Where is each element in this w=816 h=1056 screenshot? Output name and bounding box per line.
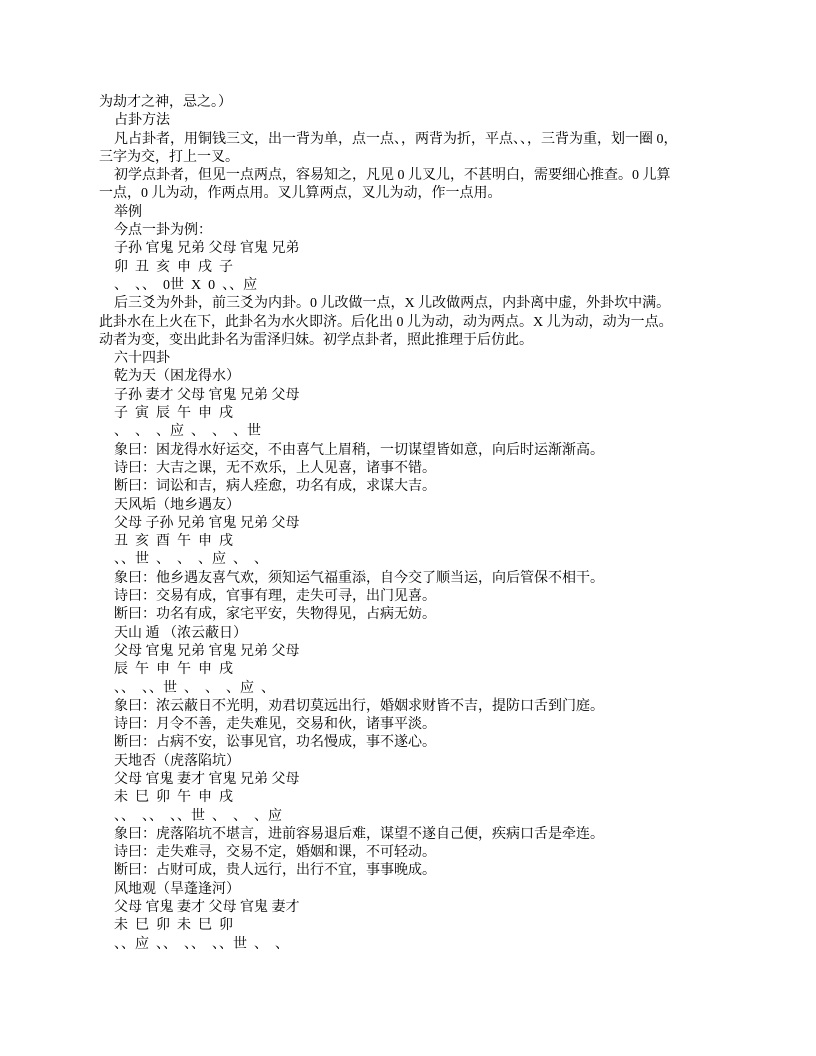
text-line: 动者为变，变出此卦名为雷泽归妹。初学点卦者，照此推理于后仿此。 [99, 332, 533, 348]
text-line: 诗曰：走失难寻，交易不定，婚姻和课，不可轻动。 [114, 845, 436, 861]
text-line: 卯 丑 亥 申 戌 子 [114, 259, 233, 275]
text-line: 父母 子孙 兄弟 官鬼 兄弟 父母 [114, 515, 300, 531]
text-line: 天风垢（地乡遇友） [114, 497, 240, 513]
text-line: 天地否（虎落陷坑） [114, 753, 240, 769]
text-line: 辰 午 申 午 申 戌 [114, 662, 233, 678]
text-line: 、、 、、世 、 、 、应 、 [114, 680, 275, 696]
text-line: 未 巳 卯 午 申 戌 [114, 790, 233, 806]
text-line: 象曰：困龙得水好运交，不由喜气上眉稍，一切谋望皆如意，向后时运渐渐高。 [114, 442, 604, 458]
text-line: 天山 遁 （浓云蔽日） [114, 625, 247, 641]
text-line: 、、 、、 、、世 、 、 、应 [114, 808, 282, 824]
text-line: 断曰：占财可成，贵人远行，出行不宜，事事晚成。 [114, 863, 436, 879]
text-line: 今点一卦为例： [114, 223, 212, 239]
text-line: 断曰：词讼和吉，病人痊愈，功名有成，求谋大吉。 [114, 479, 436, 495]
text-line: 象曰：虎落陷坑不堪言，进前容易退后难，谋望不遂自己便，疾病口舌是牵连。 [114, 826, 604, 842]
text-line: 一点，0 儿为动，作两点用。叉儿算两点，叉儿为动，作一点用。 [99, 186, 502, 202]
text-line: 子 寅 辰 午 申 戌 [114, 406, 233, 422]
text-line: 为劫才之神，忌之。） [99, 95, 232, 110]
text-line: 风地观（旱蓬逢河） [114, 881, 240, 897]
text-line: 丑 亥 酉 午 申 戌 [114, 534, 233, 550]
document-body [99, 94, 719, 954]
text-line: 诗曰：月令不善，走失难见，交易和伙，诸事平淡。 [114, 717, 436, 733]
text-line: 此卦水在上火在下，此卦名为水火即济。后化出 0 儿为动，动为两点。X 儿为动，动为一点。 [99, 314, 673, 330]
text-line: 六十四卦 [114, 351, 170, 367]
text-line: 子孙 官鬼 兄弟 父母 官鬼 兄弟 [114, 241, 300, 257]
text-line: 凡占卦者，用铜钱三文，出一背为单，点一点、，两背为折，平点、、，三背为重，划一圈 0， [114, 131, 678, 147]
text-line: 父母 官鬼 兄弟 官鬼 兄弟 父母 [114, 643, 300, 659]
text-line: 象曰：他乡遇友喜气欢，须知运气福重添，自今交了顺当运，向后管保不相干。 [114, 570, 604, 586]
text-line: 未 巳 卯 未 巳 卯 [114, 918, 233, 934]
text-line: 占卦方法 [114, 113, 170, 129]
text-line: 、 、 、应 、 、 、世 [114, 424, 261, 440]
text-line: 子孙 妻才 父母 官鬼 兄弟 父母 [114, 387, 300, 403]
text-line: 诗曰：交易有成，官事有理，走失可寻，出门见喜。 [114, 589, 436, 605]
text-line: 初学点卦者，但见一点两点，容易知之，凡见 0 儿叉儿，不甚明白，需要细心推查。0 儿算 [114, 168, 671, 184]
text-line: 断曰：功名有成，家宅平安，失物得见，占病无妨。 [114, 607, 436, 623]
text-line: 后三爻为外卦，前三爻为内卦。0 儿改做一点，X 儿改做两点，内卦离中虚，外卦坎中满。 [114, 296, 671, 312]
text-line: 断曰：占病不安，讼事见官，功名慢成，事不遂心。 [114, 735, 436, 751]
text-line: 、 、、 0世 X 0 、、应 [114, 277, 258, 293]
text-line: 父母 官鬼 妻才 官鬼 兄弟 父母 [114, 771, 300, 787]
text-line: 乾为天（困龙得水） [114, 369, 240, 385]
text-line: 三字为交，打上一叉。 [99, 149, 239, 165]
text-line: 、、应 、、 、、 、、世 、 、 [114, 936, 289, 952]
text-line: 父母 官鬼 妻才 父母 官鬼 妻才 [114, 900, 300, 916]
text-line: 、、世 、 、 、应 、 、 [114, 552, 268, 568]
text-line: 诗曰：大吉之课，无不欢乐，上人见喜，诸事不错。 [114, 460, 436, 476]
text-line: 举例 [114, 204, 142, 220]
text-line: 象曰：浓云蔽日不光明，劝君切莫远出行，婚姻求财皆不吉，提防口舌到门庭。 [114, 698, 604, 714]
